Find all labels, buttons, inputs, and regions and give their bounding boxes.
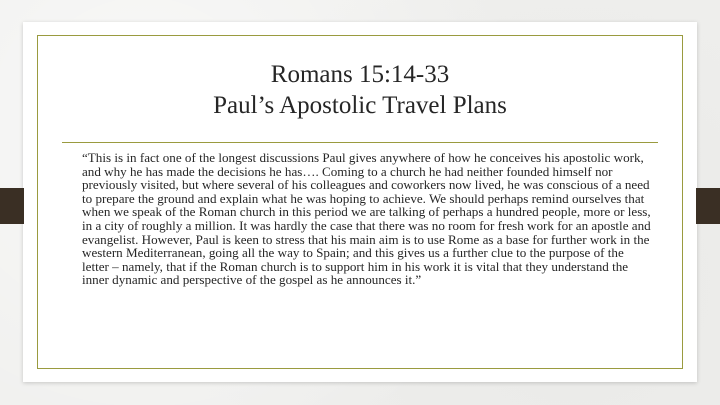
- title-divider: [62, 142, 658, 143]
- slide-title-line-1: Romans 15:14-33: [270, 61, 450, 88]
- left-side-tab: [0, 188, 24, 224]
- right-side-tab: [696, 188, 720, 224]
- slide-title-line-2: Paul’s Apostolic Travel Plans: [213, 92, 507, 119]
- quote-paragraph: “This is in fact one of the longest discussions Paul gives anywhere of how he conceives his apostolic work, and why he has made the decisions he has…. Coming to a church he had neither founded himself nor previously visited, but where several of his colleagues and coworkers now lived, he was conscious of a need to prepare the ground and explain what he was hoping to achieve. We should perhaps remind ourselves that when we speak of the Roman church in this period we are talking of perhaps a hundred people, more or less, in a city of roughly a million. It was hardly the case that there was no room for fresh work for an apostle and evangelist. However, Paul is keen to stress that his main aim is to use Rome as a base for further work in the western Mediterranean, going all the way to Spain; and this gives us a further clue to the purpose of the letter – namely, that if the Roman church is to support him in his work it is vital that they understand the inner dynamic and perspective of the gospel as he announces it.”: [82, 150, 651, 288]
